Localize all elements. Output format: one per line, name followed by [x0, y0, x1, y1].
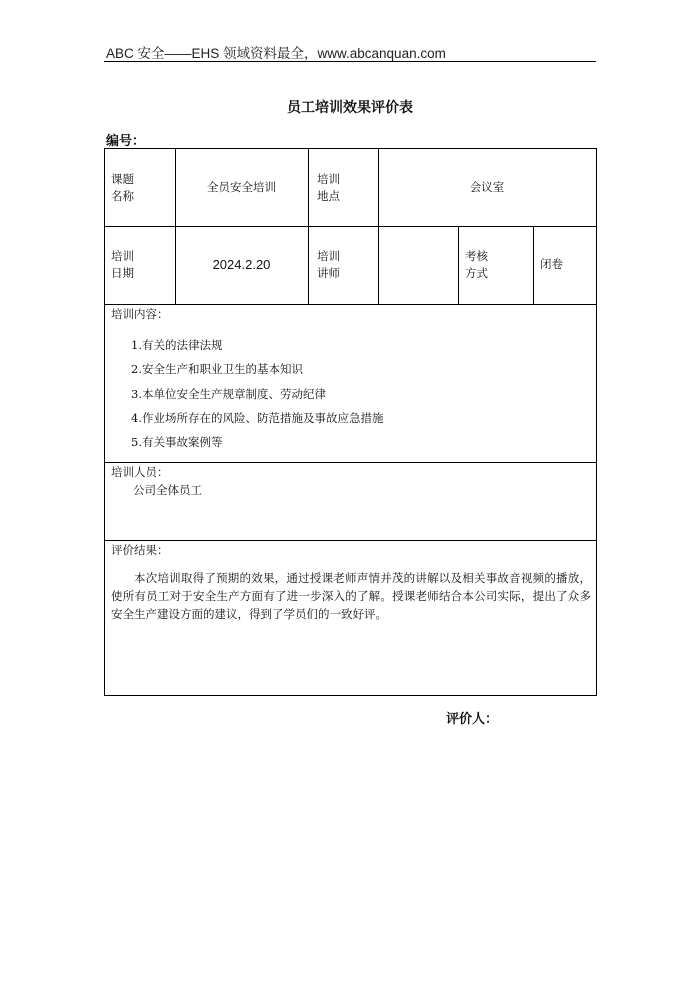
- date-value: 2024.2.20: [212, 257, 271, 272]
- topic-label: [111, 171, 134, 205]
- location-value: 会议室: [469, 180, 505, 194]
- attendees-value: 公司全体员工: [133, 483, 202, 497]
- date-label-line1: 培训: [111, 249, 134, 263]
- row-divider: [105, 462, 596, 463]
- column-divider: [378, 149, 379, 304]
- date-label-line2: 日期: [111, 266, 134, 280]
- trainer-label-line2: 讲师: [317, 266, 340, 280]
- results-label: 评价结果：: [111, 543, 169, 557]
- document-number-label: 编号：: [106, 134, 146, 149]
- content-list: [131, 333, 383, 454]
- header-divider: [104, 61, 596, 62]
- evaluator-label: 评价人：: [446, 712, 499, 727]
- list-item: 3.本单位安全生产规章制度、劳动纪律: [131, 386, 326, 401]
- list-item: 4.作业场所存在的风险、防范措施及事故应急措施: [131, 410, 384, 425]
- topic-label-line1: 课题: [111, 172, 134, 186]
- topic-label-line2: 名称: [111, 189, 134, 203]
- date-label: [111, 248, 134, 282]
- column-divider: [458, 226, 459, 304]
- assessment-label-line2: 方式: [465, 266, 488, 280]
- row-divider: [105, 540, 596, 541]
- location-label: [317, 171, 340, 205]
- document-title: 员工培训效果评价表: [287, 100, 413, 116]
- attendees-label: 培训人员：: [111, 465, 169, 479]
- location-label-line2: 地点: [317, 189, 340, 203]
- page-header: ABC 安全——EHS 领域资料最全，www.abcanquan.com: [106, 46, 446, 61]
- assessment-label-line1: 考核: [465, 249, 488, 263]
- topic-value: 全员安全培训: [207, 180, 276, 194]
- list-item: 5.有关事故案例等: [131, 435, 223, 450]
- column-divider: [533, 226, 534, 304]
- location-label-line1: 培训: [317, 172, 340, 186]
- list-item: 2.安全生产和职业卫生的基本知识: [131, 362, 303, 377]
- row-divider: [105, 226, 596, 227]
- column-divider: [308, 149, 309, 304]
- content-label: 培训内容：: [111, 307, 169, 321]
- row-divider: [105, 304, 596, 305]
- column-divider: [175, 149, 176, 304]
- trainer-label-line1: 培训: [317, 249, 340, 263]
- assessment-label: [465, 248, 488, 282]
- results-text: 本次培训取得了预期的效果，通过授课老师声情并茂的讲解以及相关事故音视频的播放，使所有员工对于安全生产方面有了进一步深入的了解。授课老师结合本公司实际，提出了众多安全生产建设方面的建议，得到了学员们的一致好评。: [111, 571, 591, 621]
- list-item: 1.有关的法律法规: [131, 338, 223, 352]
- assessment-value: 闭卷: [540, 257, 563, 271]
- evaluation-form-table: [104, 148, 597, 696]
- trainer-label: [317, 248, 340, 282]
